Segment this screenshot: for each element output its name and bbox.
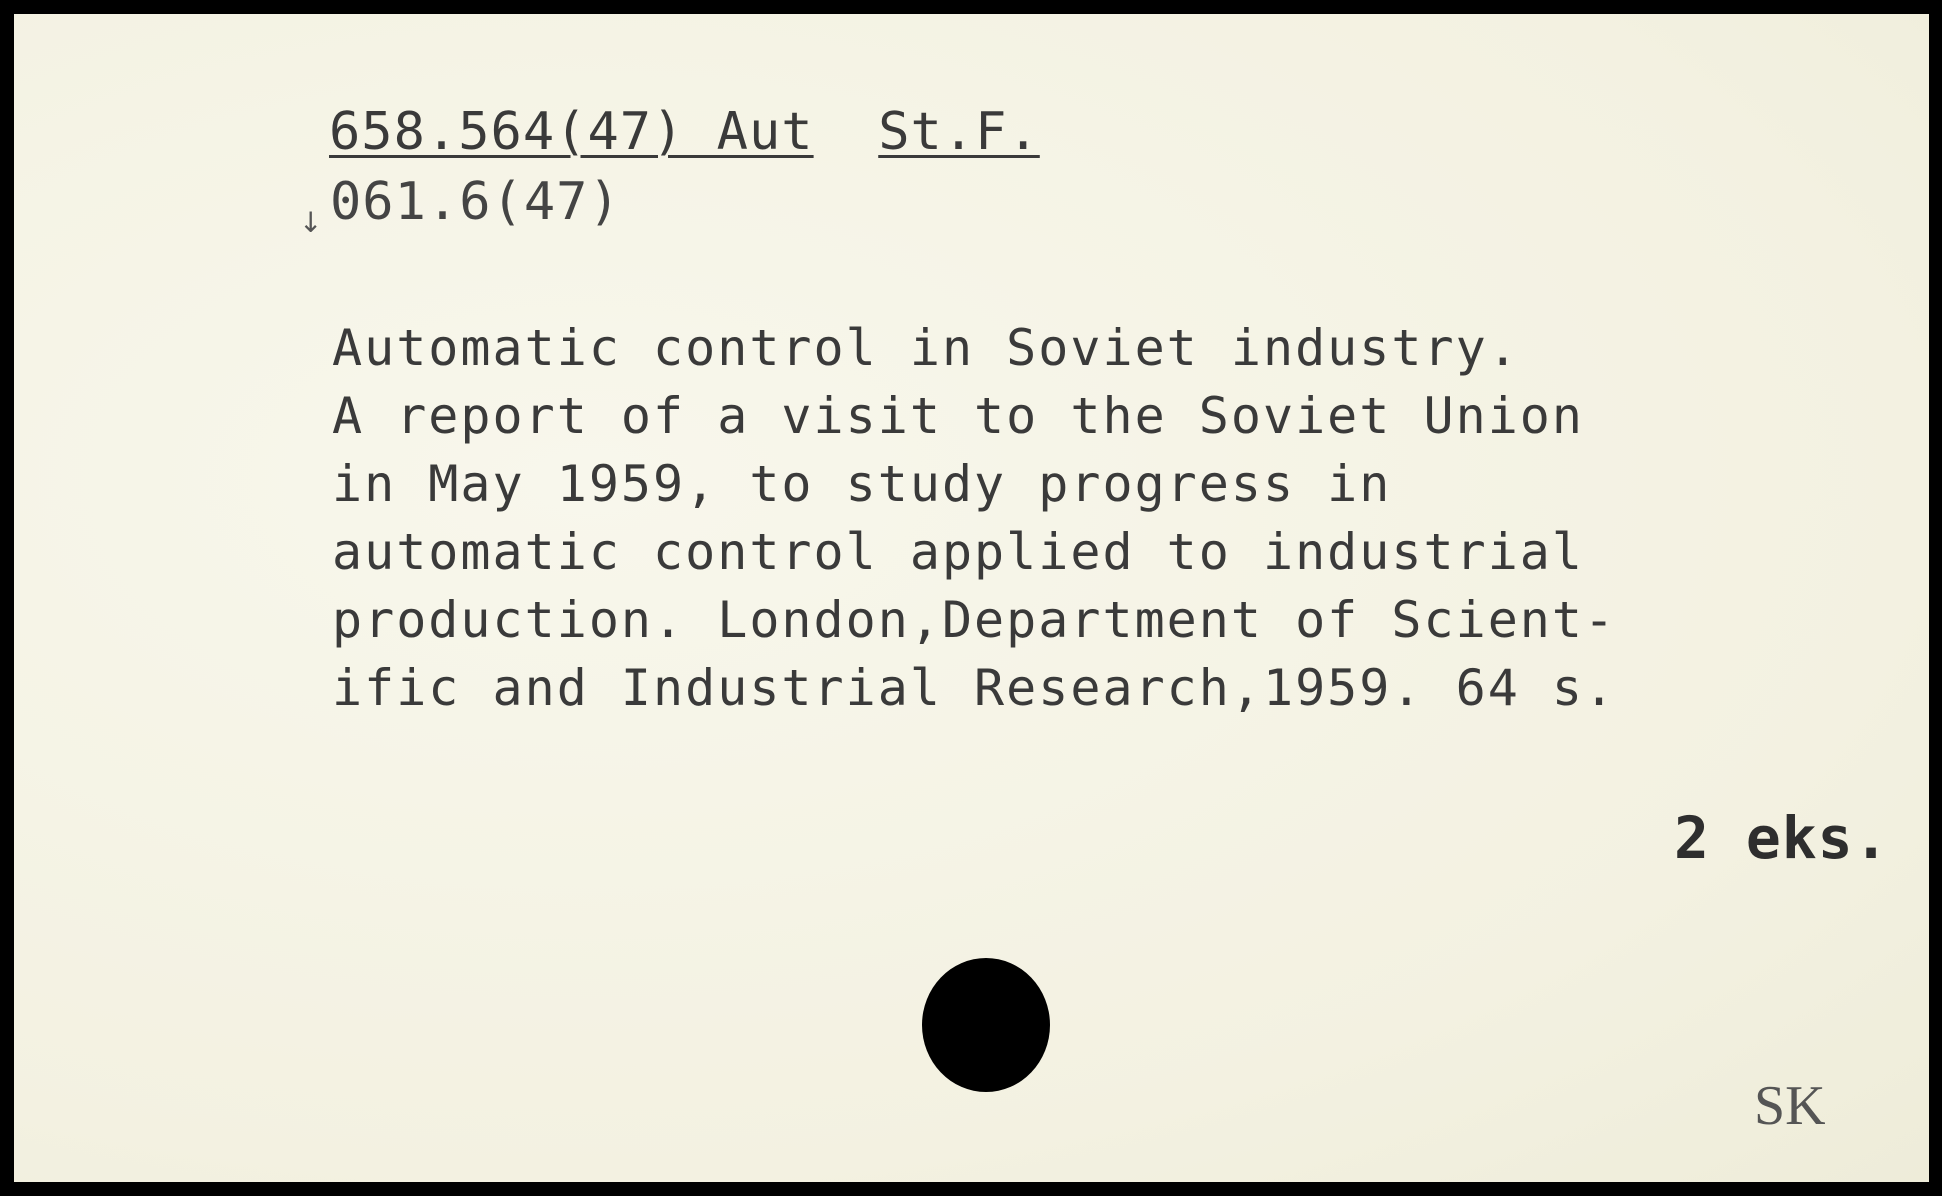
cataloger-initials: SK	[1754, 1075, 1826, 1137]
body-line: Automatic control in Soviet industry.	[332, 319, 1520, 377]
copies-count: 2 eks.	[1674, 804, 1890, 872]
classification-secondary: 061.6(47)	[330, 172, 621, 232]
check-mark-icon: ↓	[299, 206, 323, 239]
classification-location: St.F.	[878, 102, 1040, 162]
body-line: ific and Industrial Research,1959. 64 s.	[332, 659, 1617, 717]
body-line: A report of a visit to the Soviet Union	[332, 387, 1584, 445]
classification-header	[329, 102, 1040, 162]
body-line: in May 1959, to study progress in	[332, 455, 1392, 513]
bibliographic-description	[332, 314, 1616, 722]
body-line: production. London,Department of Scient-	[332, 591, 1617, 649]
punch-hole	[922, 958, 1050, 1092]
classification-main: 658.564(47) Aut	[329, 102, 814, 162]
body-line: automatic control applied to industrial	[332, 523, 1584, 581]
catalog-card	[14, 14, 1929, 1182]
